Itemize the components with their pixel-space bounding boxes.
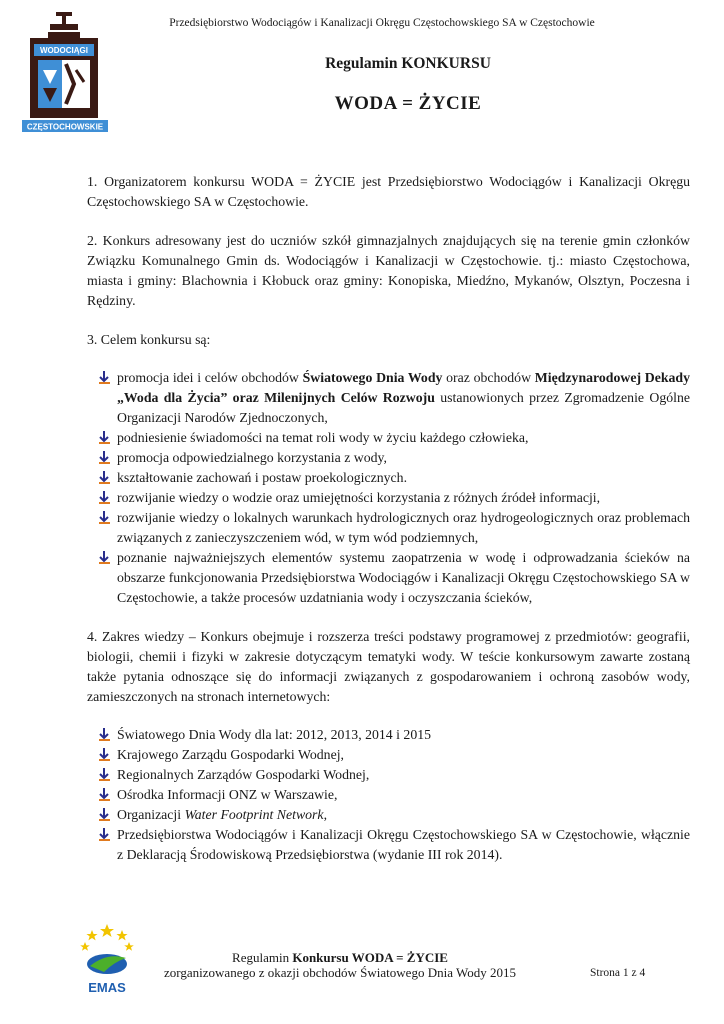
section-1: 1. Organizatorem konkursu WODA = ŻYCIE jest Przedsiębiorstwo Wodociągów i Kanalizacji Okręgu Częstochowskiego SA w Częstochowie. [87, 174, 690, 209]
section-3-heading: 3. Celem konkursu są: [87, 332, 211, 347]
bullet-icon [99, 768, 110, 781]
goals-list [87, 368, 690, 608]
section-2: 2. Konkurs adresowany jest do uczniów szkół gimnazjalnych znajdujących się na terenie gmin członków Związku Komunalnego Gmin ds. Wodociągów i Kanalizacji w Częstochowie. tj.: miasto Częstochowa, miasta i gminy: Blachownia i Kłobuck oraz gminy: Konopiska, Miedźno, Mykanów, Olsztyn, Poczesna i Rędziny. [87, 233, 690, 308]
bullet-icon [99, 471, 110, 484]
document-subtitle: WODA = ŻYCIE [334, 93, 482, 114]
list-item: Światowego Dnia Wody dla lat: 2012, 2013, 2014 i 2015 [117, 725, 690, 745]
bullet-icon [99, 451, 110, 464]
bullet-icon [99, 728, 110, 741]
list-item: rozwijanie wiedzy o wodzie oraz umiejętności korzystania z różnych źródeł informacji, [117, 488, 690, 508]
bullet-icon [99, 828, 110, 841]
list-item: Krajowego Zarządu Gospodarki Wodnej, [117, 745, 690, 765]
emas-text: EMAS [88, 980, 126, 995]
bullet-icon [99, 511, 110, 524]
wodociagi-logo [18, 10, 112, 136]
section-4: 4. Zakres wiedzy – Konkurs obejmuje i rozszerza treści podstawy programowej z przedmiotów: geografii, biologii, chemii i fizyki w zakresie dotyczącym tematyki wody. W teście konkursowym zawarte zostaną także pytania odnoszące się do informacji związanych z gospodarowaniem i ochroną zasobów wody, zamieszczonych na stronach internetowych: [87, 629, 690, 704]
list-item: rozwijanie wiedzy o lokalnych warunkach hydrologicznych oraz hydrogeologicznych oraz problemach związanych z zanieczyszczeniem wód, w tym wód podziemnych, [117, 508, 690, 548]
document-body [87, 172, 690, 865]
bullet-icon [99, 431, 110, 444]
footer-line-2: zorganizowanego z okazji obchodów Światowego Dnia Wody 2015 [164, 965, 516, 980]
list-item: Organizacji Water Footprint Network, [117, 805, 690, 825]
list-item: Regionalnych Zarządów Gospodarki Wodnej, [117, 765, 690, 785]
bullet-icon [99, 491, 110, 504]
bullet-icon [99, 748, 110, 761]
list-item: promocja idei i celów obchodów Światowego Dnia Wody oraz obchodów Międzynarodowej Dekady „Woda dla Życia” oraz Milenijnych Celów Rozwoju ustanowionych przez Zgromadzenie Ogólne Organizacji Narodów Zjednoczonych, [117, 368, 690, 428]
bullet-icon [99, 788, 110, 801]
bullet-icon [99, 808, 110, 821]
list-item: poznanie najważniejszych elementów systemu zaopatrzenia w wodę i odprowadzania ścieków na obszarze funkcjonowania Przedsiębiorstwa Wodociągów i Kanalizacji Okręgu Częstochowskiego SA w Częstochowie, a także procesów uzdatniania wody i oczyszczania ścieków, [117, 548, 690, 608]
bullet-icon [99, 371, 110, 384]
document-title: Regulamin KONKURSU [325, 55, 491, 72]
page-number: Strona 1 z 4 [590, 967, 646, 979]
websites-list [87, 725, 690, 865]
footer-line-1: Regulamin Konkursu WODA = ŻYCIE [232, 950, 448, 965]
logo-bottom-text: CZĘSTOCHOWSKIE [26, 122, 104, 132]
list-item: Przedsiębiorstwa Wodociągów i Kanalizacji Okręgu Częstochowskiego SA w Częstochowie, włącznie z Deklaracją Środowiskową Przedsiębiorstwa (wydanie III rok 2014). [117, 825, 690, 865]
list-item: promocja odpowiedzialnego korzystania z wody, [117, 448, 690, 468]
header-organization-line: Przedsiębiorstwo Wodociągów i Kanalizacji Okręgu Częstochowskiego SA w Częstochowie [169, 17, 595, 29]
bullet-icon [99, 551, 110, 564]
logo-top-text: WODOCIĄGI [40, 46, 88, 55]
list-item: kształtowanie zachowań i postaw proekologicznych. [117, 468, 690, 488]
list-item: Ośrodka Informacji ONZ w Warszawie, [117, 785, 690, 805]
list-item: podniesienie świadomości na temat roli wody w życiu każdego człowieka, [117, 428, 690, 448]
